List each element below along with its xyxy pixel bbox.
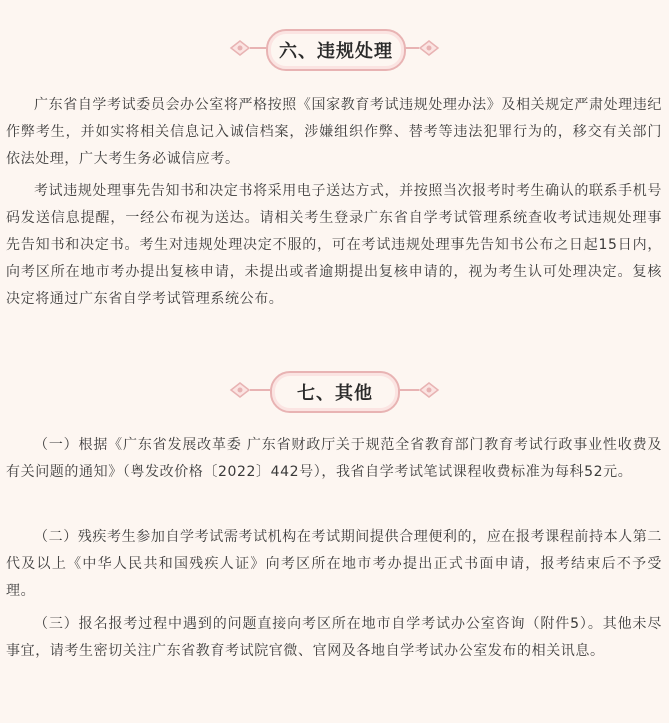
section-six-header <box>0 26 669 76</box>
section-title: 六、违规处理 <box>266 29 406 71</box>
paragraph: （三）报名报考过程中遇到的问题直接向考区所在地市自学考试办公室咨询（附件5）。其他未尽事宜，请考生密切关注广东省教育考试院官微、官网及各地自学考试办公室发布的相关讯息。 <box>6 616 662 659</box>
section-seven-header <box>0 368 669 418</box>
paragraph: （一）根据《广东省发展改革委 广东省财政厅关于规范全省教育部门教育考试行政事业性收费及有关问题的通知》（粤发改价格〔2022〕442号），我省自学考试笔试课程收费标准为每科52元。 <box>6 437 662 480</box>
section-title: 七、其他 <box>270 371 400 413</box>
paragraph: 考试违规处理事先告知书和决定书将采用电子送达方式，并按照当次报考时考生确认的联系手机号码发送信息提醒，一经公布视为送达。请相关考生登录广东省自学考试管理系统查收考试违规处理事先告知书和决定书。考生对违规处理决定不服的，可在考试违规处理事先告知书公布之日起15日内，向考区所在地市考办提出复核申请，未提出或者逾期提出复核申请的，视为考生认可处理决定。复核决定将通过广东省自学考试管理系统公布。 <box>6 183 662 307</box>
paragraph: （二）残疾考生参加自学考试需考试机构在考试期间提供合理便利的，应在报考课程前持本人第二代及以上《中华人民共和国残疾人证》向考区所在地市考办提出正式书面申请，报考结束后不予受理。 <box>6 529 662 599</box>
paragraph: 广东省自学考试委员会办公室将严格按照《国家教育考试违规处理办法》及相关规定严肃处理违纪作弊考生，并如实将相关信息记入诚信档案，涉嫌组织作弊、替考等违法犯罪行为的，移交有关部门依法处理，广大考生务必诚信应考。 <box>6 97 662 167</box>
